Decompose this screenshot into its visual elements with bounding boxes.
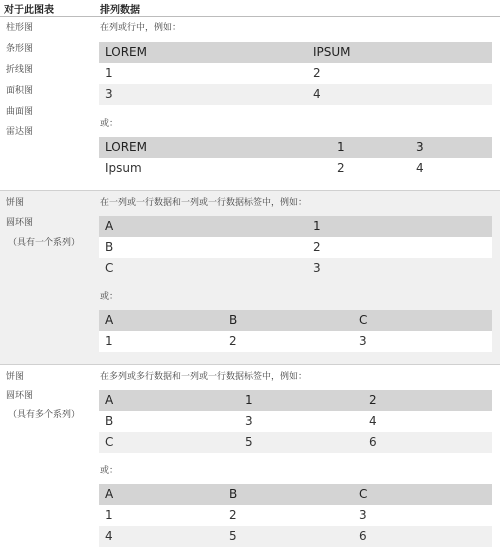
table-header-row xyxy=(99,42,492,63)
arrangement-description: 在一列或一行数据和一列或一行数据标签中，例如： xyxy=(100,198,308,208)
table-row xyxy=(99,411,492,432)
table-cell: 3 xyxy=(416,140,424,154)
arrangement-description: 在多列或多行数据和一列或一行数据标签中，例如： xyxy=(100,372,308,382)
table-cell: C xyxy=(105,261,114,275)
table-row xyxy=(99,432,492,453)
table-row xyxy=(99,526,492,547)
table-cell: 3 xyxy=(359,334,367,348)
or-label: 或： xyxy=(100,466,119,476)
chart-type-label: 圆环图 xyxy=(6,218,34,228)
table-cell: 3 xyxy=(313,261,321,275)
or-label: 或： xyxy=(100,292,119,302)
chart-type-label: 圆环图 xyxy=(6,391,34,401)
table-cell: A xyxy=(105,393,114,407)
table-cell: 1 xyxy=(245,393,253,407)
table-cell: 5 xyxy=(229,529,237,543)
or-label: 或： xyxy=(100,119,119,129)
table-cell: 2 xyxy=(313,240,321,254)
table-cell: 5 xyxy=(245,435,253,449)
table-cell: B xyxy=(229,487,238,501)
table-cell: A xyxy=(105,487,114,501)
table-cell: 1 xyxy=(105,66,113,80)
table-cell: 2 xyxy=(337,161,345,175)
table-row xyxy=(99,84,492,105)
table-cell: C xyxy=(105,435,114,449)
table-cell: Ipsum xyxy=(105,161,142,175)
table-cell: 1 xyxy=(337,140,345,154)
table-cell: 4 xyxy=(313,87,321,101)
table-cell: B xyxy=(105,414,114,428)
table-cell: IPSUM xyxy=(313,45,351,59)
section-pie-multi-series xyxy=(0,365,500,559)
table-header-row xyxy=(99,484,492,505)
table-cell: 6 xyxy=(369,435,377,449)
table-cell: 2 xyxy=(369,393,377,407)
table-cell: LOREM xyxy=(105,140,147,154)
table-cell: B xyxy=(105,240,114,254)
table-cell: LOREM xyxy=(105,45,147,59)
chart-type-label: 折线图 xyxy=(6,65,34,75)
table-row xyxy=(99,237,492,258)
table-cell: 6 xyxy=(359,529,367,543)
table-cell: 1 xyxy=(313,219,321,233)
section-column-bar-line xyxy=(0,17,500,195)
table-cell: 1 xyxy=(105,508,113,522)
section-pie-single-series xyxy=(0,191,500,364)
chart-type-label: 柱形图 xyxy=(6,23,34,33)
table-cell: A xyxy=(105,219,114,233)
table-cell: 1 xyxy=(105,334,113,348)
table-cell: B xyxy=(229,313,238,327)
table-cell: 3 xyxy=(245,414,253,428)
chart-type-label: 饼图 xyxy=(6,372,25,382)
chart-type-label: 面积图 xyxy=(6,86,34,96)
table-row xyxy=(99,331,492,352)
table-cell: 4 xyxy=(369,414,377,428)
table-cell: C xyxy=(359,313,368,327)
table-header-row xyxy=(99,390,492,411)
table-cell: 3 xyxy=(105,87,113,101)
data-column-header: 排列数据 xyxy=(100,5,140,16)
chart-type-label: （具有多个系列） xyxy=(8,410,81,420)
table-row xyxy=(99,63,492,84)
chart-type-label: 饼图 xyxy=(6,198,25,208)
table-cell: 3 xyxy=(359,508,367,522)
table-cell: 2 xyxy=(313,66,321,80)
table-cell: C xyxy=(359,487,368,501)
arrangement-description: 在列或行中，例如： xyxy=(100,23,182,33)
table-cell: 4 xyxy=(105,529,113,543)
table-cell: 2 xyxy=(229,334,237,348)
table-header-row xyxy=(99,216,492,237)
table-header xyxy=(0,0,500,17)
table-cell: A xyxy=(105,313,114,327)
chart-type-label: 雷达图 xyxy=(6,127,34,137)
table-row xyxy=(99,505,492,526)
chart-type-label: （具有一个系列） xyxy=(8,238,81,248)
table-row xyxy=(99,158,492,179)
chart-type-label: 曲面图 xyxy=(6,107,34,117)
chart-type-label: 条形图 xyxy=(6,44,34,54)
table-header-row xyxy=(99,137,492,158)
table-header-row xyxy=(99,310,492,331)
chart-column-header: 对于此图表 xyxy=(4,5,54,16)
table-cell: 4 xyxy=(416,161,424,175)
table-cell: 2 xyxy=(229,508,237,522)
table-row xyxy=(99,258,492,279)
